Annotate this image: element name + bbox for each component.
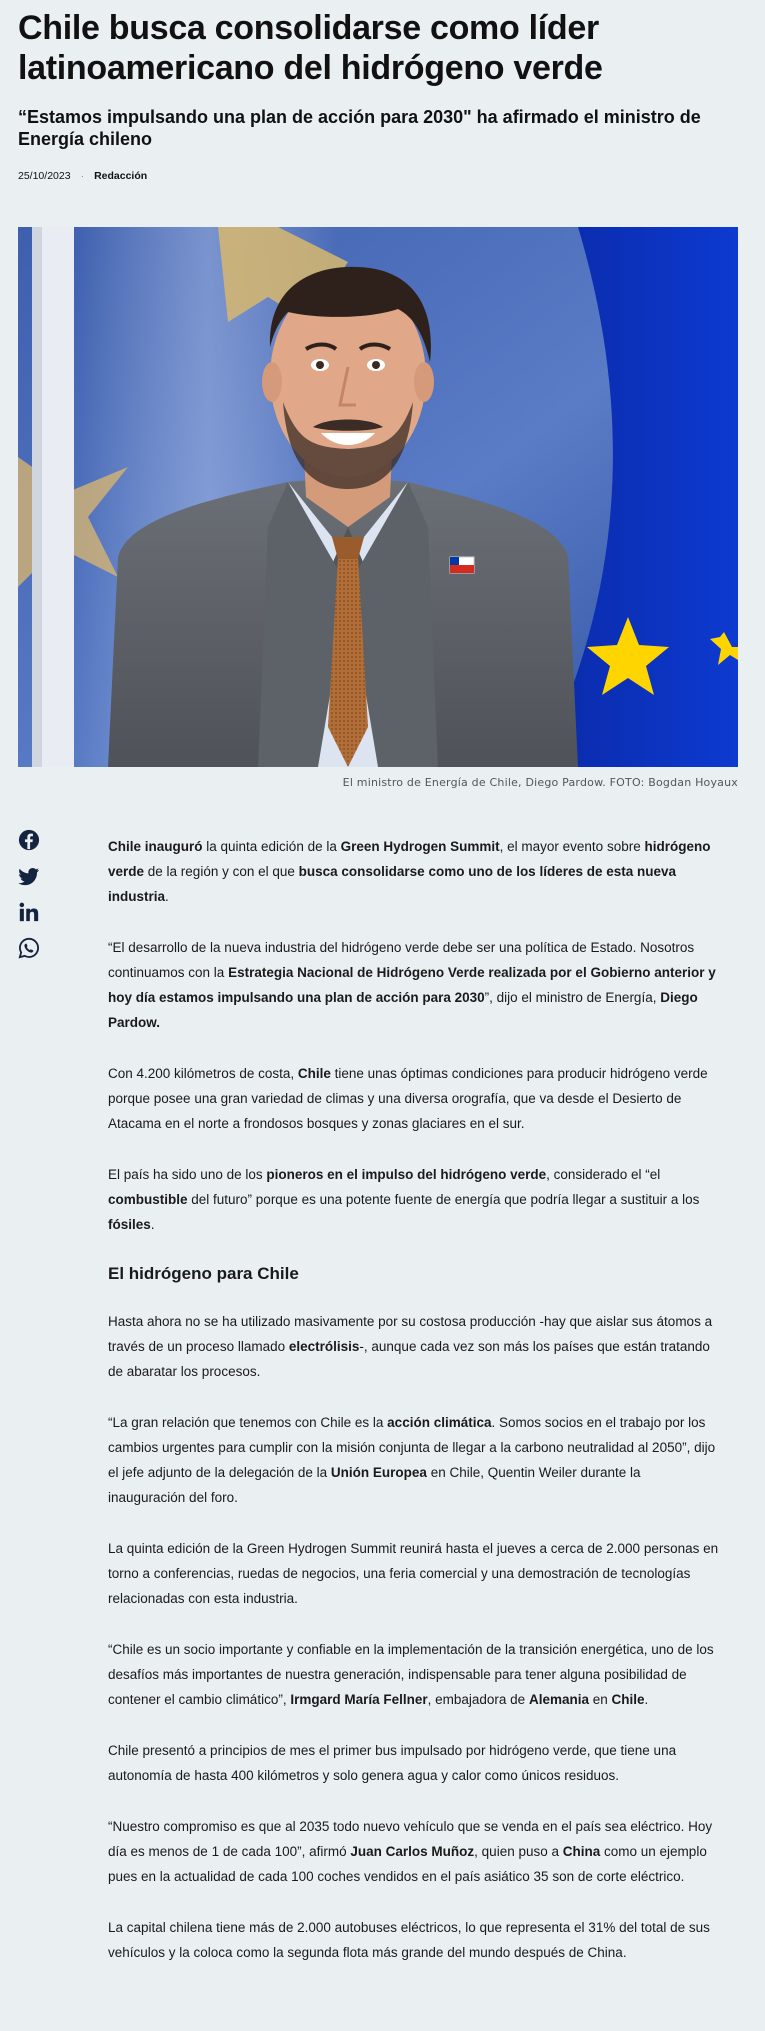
bold-text: fósiles [108,1217,151,1232]
text-run: -, aunque cada vez son más los países que están tratando de abaratar los procesos. [108,1339,710,1379]
page-title: Chile busca consolidarse como líder latinoamericano del hidrógeno verde [18,9,603,87]
text-run: la quinta edición de la [202,839,341,854]
bold-text: acción climática [387,1415,492,1430]
text-run: de la región y con el que [144,864,299,879]
text-run: . Somos socios en el trabajo por los cambios urgentes para cumplir con la misión conjunta de llegar a la carbono neutralidad al 2050”, dijo el jefe adjunto de la delegación de la [108,1415,716,1480]
bold-text: combustible [108,1192,188,1207]
paragraph [108,1536,720,1611]
text-run: “Nuestro compromiso es que al 2035 todo nuevo vehículo que se venda en el país sea eléctrico. Hoy día es menos de 1 de cada 100”, afirmó [108,1819,713,1859]
bold-text: Diego Pardow. [108,990,698,1030]
bold-text: hidrógeno verde [108,839,711,879]
linkedin-icon[interactable] [18,900,40,924]
text-run: como un ejemplo pues en la actualidad de cada 100 coches vendidos en el país asiático 35 son de corte eléctrico. [108,1844,707,1884]
whatsapp-icon[interactable] [18,936,40,960]
bold-text: Green Hydrogen Summit [340,839,500,854]
text-run: . [150,1217,155,1232]
text-run: Con 4.200 kilómetros de costa, [108,1066,298,1081]
bold-text: Juan Carlos Muñoz [350,1844,475,1859]
section-heading: El hidrógeno para Chile [108,1264,299,1283]
text-run: . [644,1692,649,1707]
text-run: Chile presentó a principios de mes el primer bus impulsado por hidrógeno verde, que tiene una autonomía de hasta 400 kilómetros y solo genera agua y calor como únicos residuos. [108,1743,677,1783]
article-body [108,834,720,1991]
paragraph [108,1061,720,1136]
paragraph [108,1814,720,1889]
bold-text: pioneros en el impulso del hidrógeno verde [266,1167,547,1182]
publish-date: 25/10/2023 [18,170,71,182]
text-run: Hasta ahora no se ha utilizado masivamente por su costosa producción -hay que aislar sus átomos a través de un proceso llamado [108,1314,713,1354]
bold-text: Chile inauguró [108,839,203,854]
bold-text: Unión Europea [330,1465,427,1480]
paragraph [108,935,720,1035]
hero-image [18,227,738,767]
paragraph [108,1915,720,1965]
text-run: del futuro” porque es una potente fuente de energía que podría llegar a sustituir a los [187,1192,700,1207]
text-run: , embajadora de [427,1692,529,1707]
author-link[interactable]: Redacción [94,170,148,182]
text-run: tiene unas óptimas condiciones para producir hidrógeno verde porque posee una gran variedad de climas y una diversa orografía, que va desde el Desierto de Atacama en el norte a frondosos bosques y zonas glaciares en el sur. [108,1066,708,1131]
bold-text: China [562,1844,601,1859]
bold-text: electrólisis [288,1339,360,1354]
bold-text: Estrategia Nacional de Hidrógeno Verde realizada por el Gobierno anterior y hoy día estamos impulsando una plan de acción para 2030 [108,965,716,1005]
text-run: La quinta edición de la Green Hydrogen Summit reunirá hasta el jueves a cerca de 2.000 personas en torno a conferencias, ruedas de negocios, una feria comercial y una demostración de tecnologías relacionadas con esta industria. [108,1541,719,1606]
text-run: en Chile, Quentin Weiler durante la inauguración del foro. [108,1465,641,1505]
twitter-icon[interactable] [18,864,40,888]
bold-text: Chile [611,1692,645,1707]
text-run: , considerado el “el [546,1167,661,1182]
facebook-icon[interactable] [18,828,40,852]
text-run: , quien puso a [474,1844,563,1859]
paragraph [108,1162,720,1237]
text-run: en [588,1692,612,1707]
meta-separator: · [80,170,85,182]
paragraph [108,1410,720,1510]
text-run: ”, dijo el ministro de Energía, [484,990,661,1005]
text-run: “La gran relación que tenemos con Chile es la [108,1415,388,1430]
bold-text: Alemania [528,1692,589,1707]
text-run: La capital chilena tiene más de 2.000 autobuses eléctricos, lo que representa el 31% del total de sus vehículos y la coloca como la segunda flota más grande del mundo después de China. [108,1920,710,1960]
text-run: El país ha sido uno de los [108,1167,267,1182]
paragraph [108,834,720,909]
text-run: “El desarrollo de la nueva industria del hidrógeno verde debe ser una política de Estado. Nosotros continuamos con la [108,940,695,980]
paragraph [108,1309,720,1384]
paragraph [108,1738,720,1788]
text-run: , el mayor evento sobre [499,839,645,854]
paragraph [108,1637,720,1712]
bold-text: Irmgard María Fellner [290,1692,428,1707]
share-bar [18,828,42,960]
bold-text: busca consolidarse como uno de los líderes de esta nueva industria [108,864,677,904]
article-subtitle: “Estamos impulsando una plan de acción para 2030" ha afirmado el ministro de Energía chileno [18,107,701,149]
hero-caption: El ministro de Energía de Chile, Diego Pardow. FOTO: Bogdan Hoyaux [342,776,738,789]
article-meta [18,169,147,183]
bold-text: Chile [297,1066,331,1081]
text-run: “Chile es un socio importante y confiable en la implementación de la transición energética, uno de los desafíos más importantes de nuestra generación, indispensable para tener alguna posibilidad de contener el cambio climático”, [108,1642,714,1707]
text-run: . [165,889,169,904]
